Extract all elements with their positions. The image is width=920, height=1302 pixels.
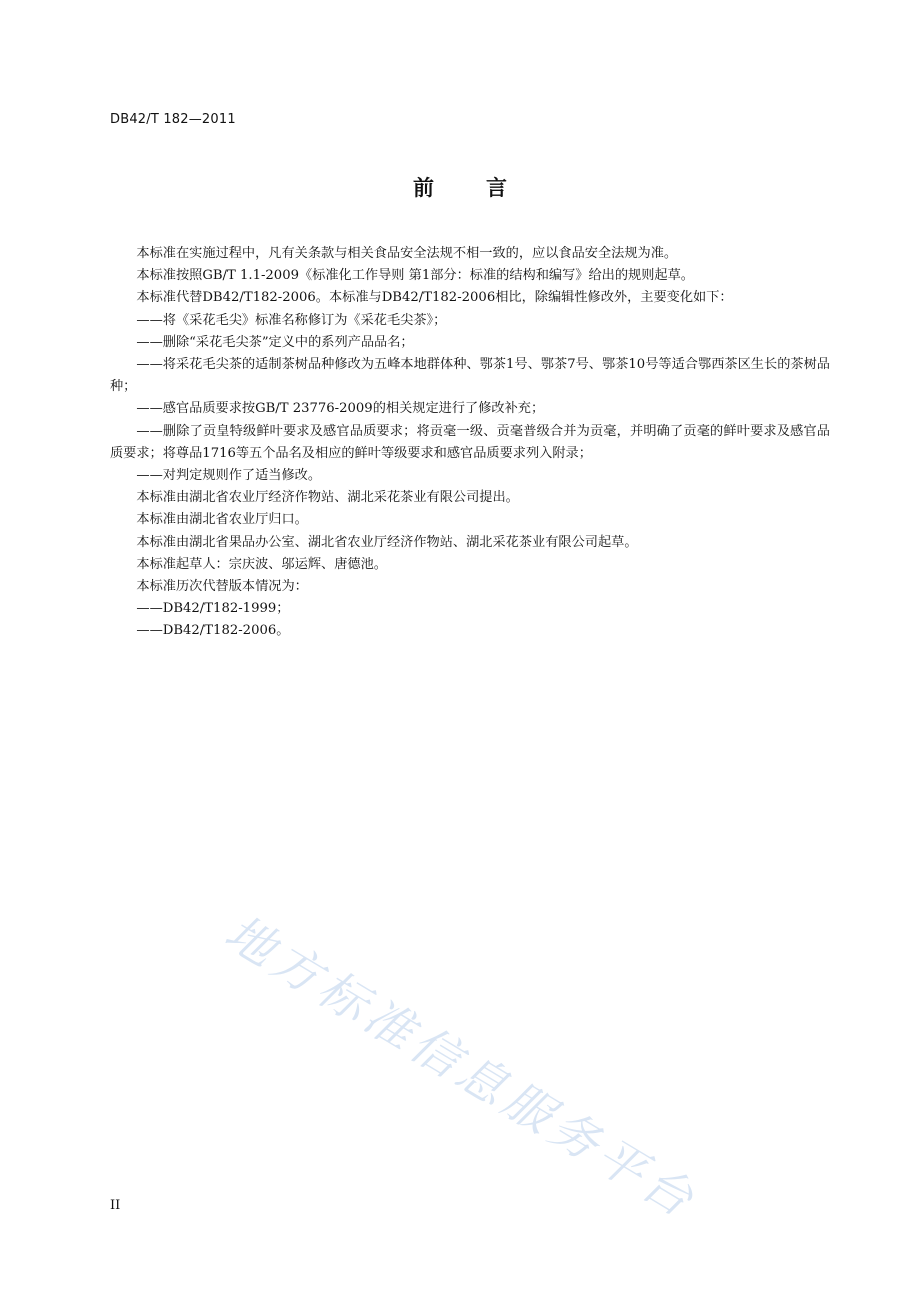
paragraph: 本标准由湖北省农业厅归口。: [136, 512, 308, 528]
paragraph: 本标准在实施过程中，凡有关条款与相关食品安全法规不相一致的，应以食品安全法规为准。: [136, 246, 678, 261]
list-item: ——将《采花毛尖》标准名称修订为《采花毛尖茶》；: [136, 312, 447, 328]
title-part-1: 前: [413, 176, 434, 200]
page-title: [0, 172, 920, 202]
paragraph: 本标准历次代替版本情况为：: [136, 579, 308, 595]
list-item: ——DB42/T182-1999；: [136, 601, 290, 617]
list-item: ——DB42/T182-2006。: [136, 623, 290, 639]
paragraph: 本标准按照GB/T 1.1-2009《标准化工作导则 第1部分：标准的结构和编写》给出的规则起草。: [136, 268, 694, 284]
watermark: 地方标准信息服务平台: [215, 904, 707, 1231]
foreword-body: [110, 243, 830, 643]
document-code: DB42/T 182—2011: [110, 112, 236, 127]
list-item: ——感官品质要求按GB/T 23776-2009的相关规定进行了修改补充；: [136, 401, 545, 417]
paragraph: 本标准代替DB42/T182-2006。本标准与DB42/T182-2006相比，除编辑性修改外，主要变化如下：: [136, 290, 733, 306]
list-item: ——删除了贡皇特级鲜叶要求及感官品质要求；将贡毫一级、贡毫普级合并为贡毫，并明确了贡毫的鲜叶要求及感官品质要求；将尊品1716等五个品名及相应的鲜叶等级要求和感官品质要求列入附录；: [110, 423, 830, 461]
list-item: ——将采花毛尖茶的适制茶树品种修改为五峰本地群体种、鄂茶1号、鄂茶7号、鄂茶10号等适合鄂西茶区生长的茶树品种；: [110, 357, 830, 395]
list-item: ——删除“采花毛尖茶”定义中的系列产品品名；: [136, 334, 414, 350]
paragraph: 本标准由湖北省果品办公室、湖北省农业厅经济作物站、湖北采花茶业有限公司起草。: [136, 534, 638, 550]
title-part-2: 言: [486, 176, 507, 200]
list-item: ——对判定规则作了适当修改。: [136, 468, 322, 484]
page-number: II: [110, 1198, 121, 1213]
paragraph: 本标准由湖北省农业厅经济作物站、湖北采花茶业有限公司提出。: [136, 490, 519, 506]
paragraph: 本标准起草人：宗庆波、邬运辉、唐德池。: [136, 556, 387, 572]
